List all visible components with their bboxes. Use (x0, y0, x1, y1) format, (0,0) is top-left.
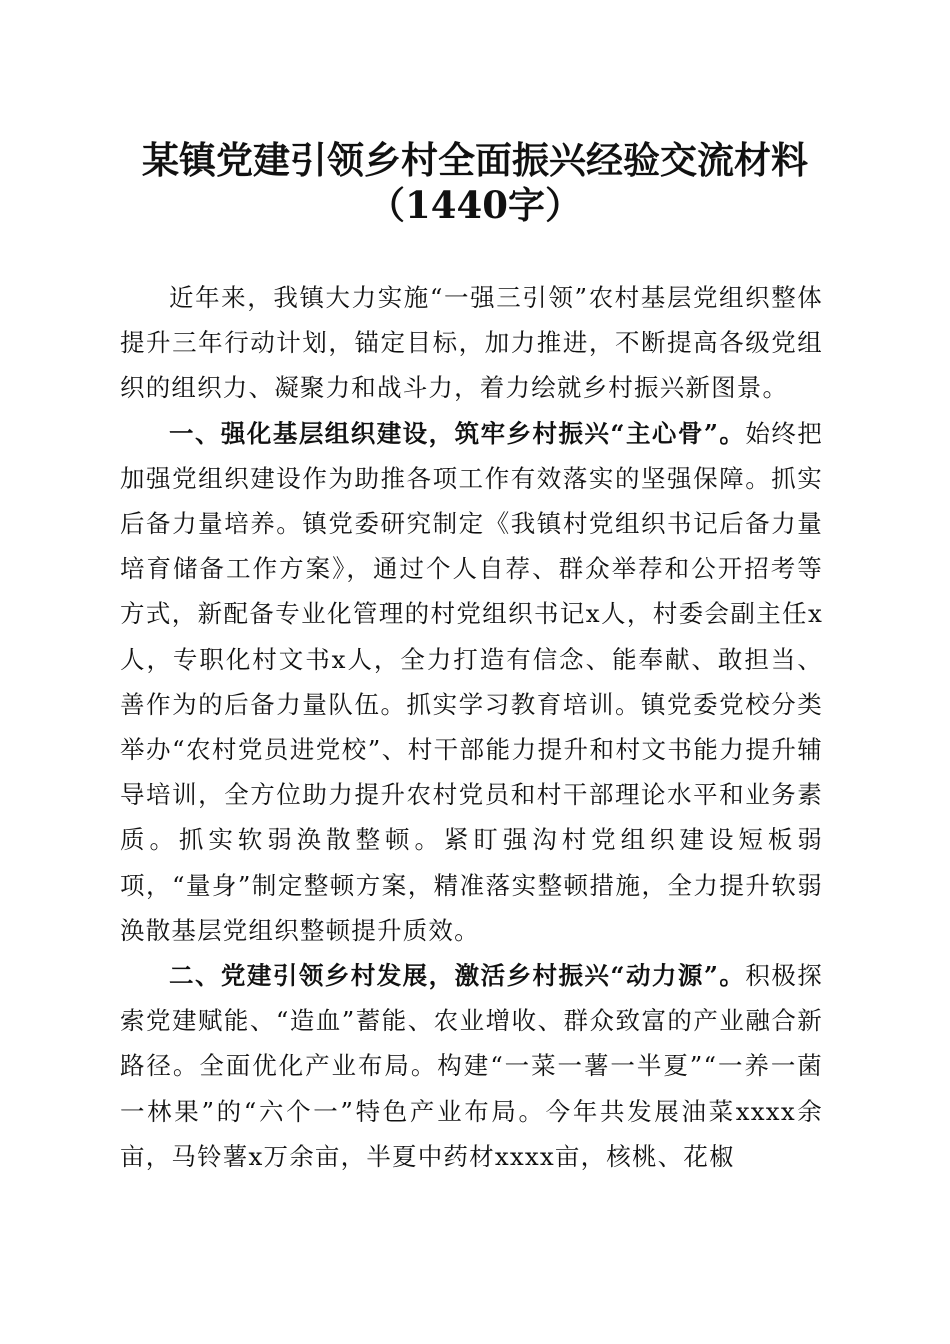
document-body (120, 275, 823, 1179)
section-1-text: 始终把加强党组织建设作为助推各项工作有效落实的坚强保障。抓实后备力量培养。镇党委研究制定《我镇村党组织书记后备力量培育储备工作方案》，通过个人自荐、群众举荐和公开招考等方式，新配备专业化管理的村党组织书记x人，村委会副主任x人，专职化村文书x人，全力打造有信念、能奉献、敢担当、善作为的后备力量队伍。抓实学习教育培训。镇党委党校分类举办“农村党员进党校”、村干部能力提升和村文书能力提升辅导培训，全方位助力提升农村党员和村干部理论水平和业务素质。抓实软弱涣散整顿。紧盯强沟村党组织建设短板弱项，“量身”制定整顿方案，精准落实整顿措施，全力提升软弱涣散基层党组织整顿提升质效。 (120, 418, 823, 945)
section-2-heading: 二、党建引领乡村发展，激活乡村振兴“动力源”。 (169, 961, 746, 991)
paragraph-section-1 (120, 411, 823, 953)
document-title: 某镇党建引领乡村全面振兴经验交流材料 (142, 138, 808, 182)
section-1-heading: 一、强化基层组织建设，筑牢乡村振兴“主心骨”。 (169, 418, 746, 448)
paragraph-intro-text: 近年来，我镇大力实施“一强三引领”农村基层党组织整体提升三年行动计划，锚定目标，加力推进，不断提高各级党组织的组织力、凝聚力和战斗力，着力绘就乡村振兴新图景。 (120, 283, 823, 403)
document-subtitle-word-count: （1440字） (368, 183, 582, 227)
paragraph-intro (120, 275, 823, 411)
paragraph-section-2 (120, 953, 823, 1179)
section-2-text: 积极探索党建赋能、“造血”蓄能、农业增收、群众致富的产业融合新路径。全面优化产业布局。构建“一菜一薯一半夏”“一养一菌一林果”的“六个一”特色产业布局。今年共发展油菜xxxx余亩，马铃薯x万余亩，半夏中药材xxxx亩，核桃、花椒 (120, 961, 823, 1171)
